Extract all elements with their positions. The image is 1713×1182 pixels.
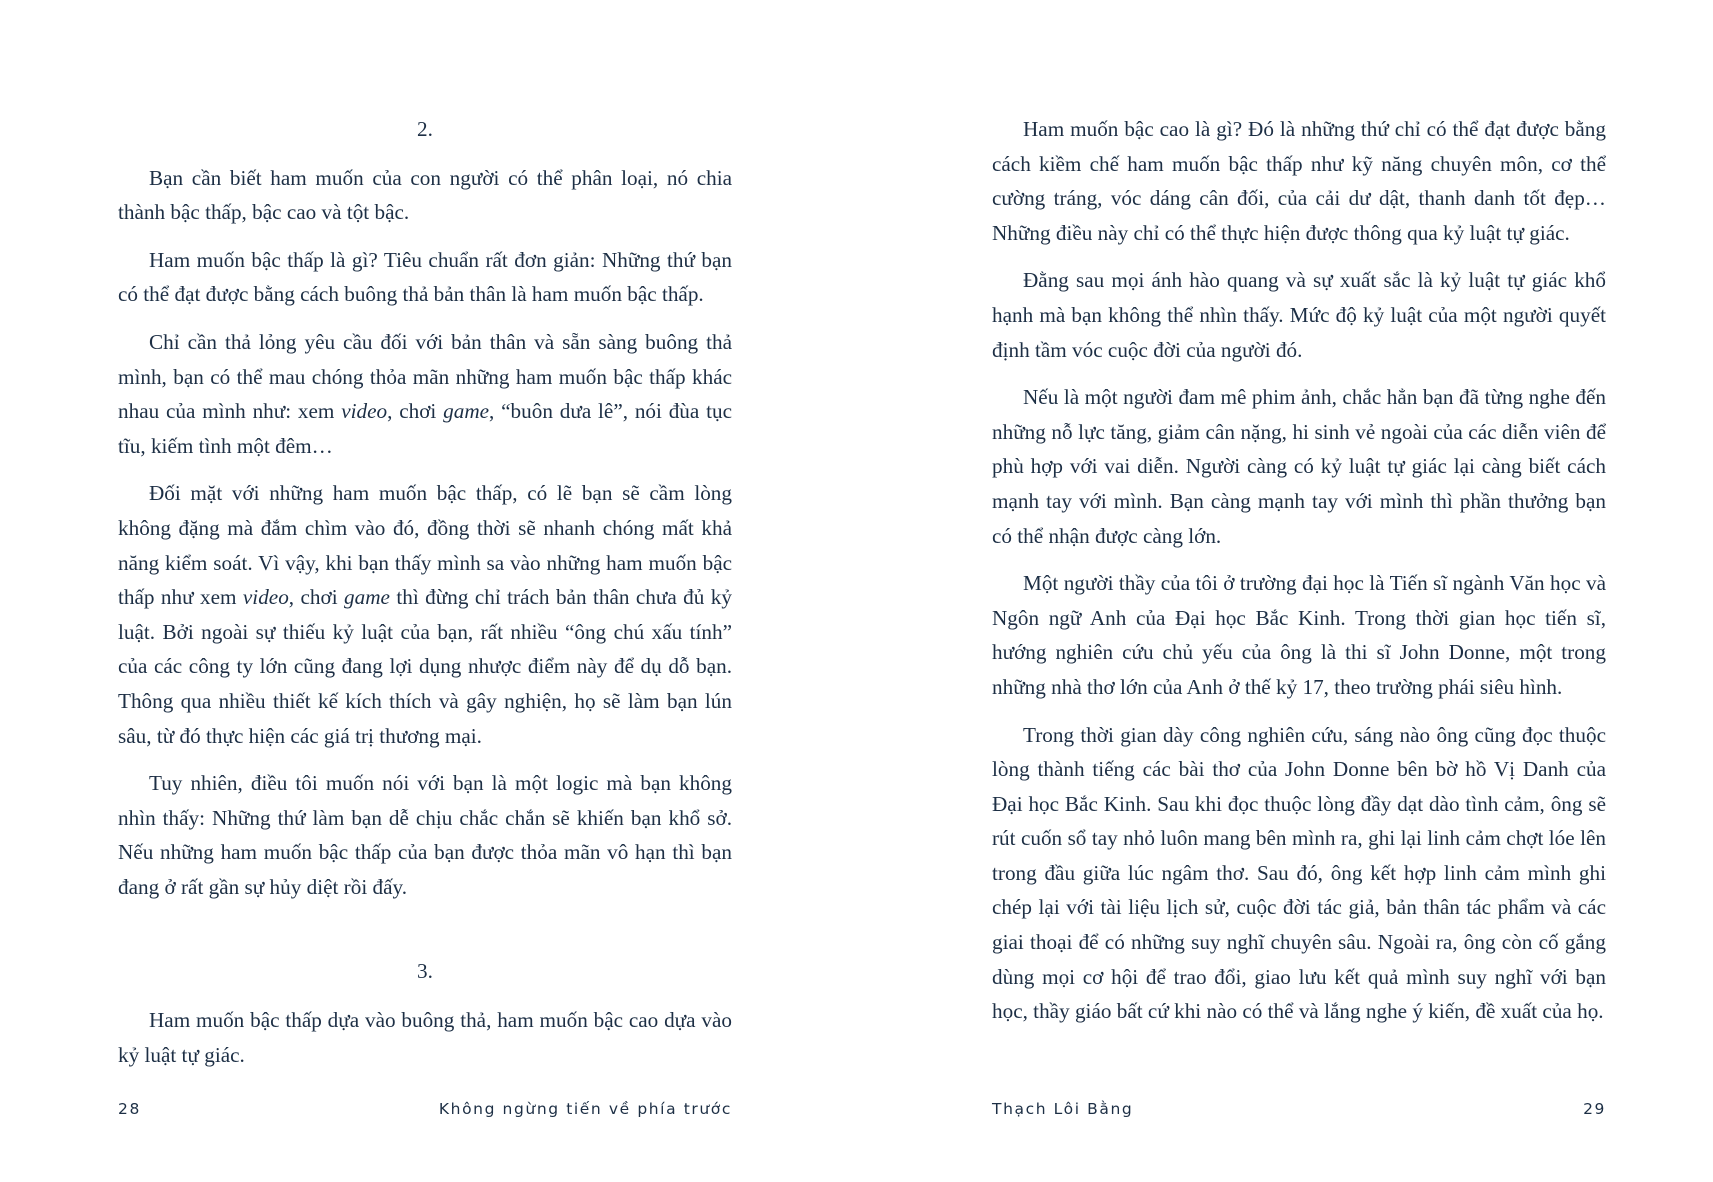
- page-number: 29: [1583, 1100, 1606, 1118]
- section-number-3: 3.: [417, 959, 433, 984]
- paragraph: Bạn cần biết ham muốn của con người có thể phân loại, nó chia thành bậc thấp, bậc cao và tột bậc.: [118, 165, 732, 225]
- left-page-body: [118, 112, 732, 1085]
- paragraph: Ham muốn bậc cao là gì? Đó là những thứ chỉ có thể đạt được bằng cách kiềm chế ham muốn bậc thấp như kỹ năng chuyên môn, cơ thể cường tráng, vóc dáng cân đối, của cải dư dật, thanh danh tốt đẹp… Những điều này chỉ có thể thực hiện được thông qua kỷ luật tự giác.: [992, 117, 1606, 245]
- paragraph: Chỉ cần thả lỏng yêu cầu đối với bản thân và sẵn sàng buông thả mình, bạn có thể mau chóng thỏa mãn những ham muốn bậc thấp khác nhau của mình như: xem video, chơi game, “buôn dưa lê”, nói đùa tục tĩu, kiếm tình một đêm…: [118, 329, 732, 458]
- running-author: Thạch Lôi Bằng: [992, 1100, 1134, 1118]
- left-page: [118, 0, 732, 1182]
- paragraph: Đối mặt với những ham muốn bậc thấp, có lẽ bạn sẽ cầm lòng không đặng mà đắm chìm vào đó, đồng thời sẽ nhanh chóng mất khả năng kiểm soát. Vì vậy, khi bạn thấy mình sa vào những ham muốn bậc thấp như xem video, chơi game thì đừng chỉ trách bản thân chưa đủ kỷ luật. Bởi ngoài sự thiếu kỷ luật của bạn, rất nhiều “ông chú xấu tính” của các công ty lớn cũng đang lợi dụng nhược điểm này để dụ dỗ bạn. Thông qua nhiều thiết kế kích thích và gây nghiện, họ sẽ làm bạn lún sâu, từ đó thực hiện các giá trị thương mại.: [118, 481, 732, 748]
- paragraph: Trong thời gian dày công nghiên cứu, sáng nào ông cũng đọc thuộc lòng thành tiếng các bài thơ của John Donne bên bờ hồ Vị Danh của Đại học Bắc Kinh. Sau khi đọc thuộc lòng đầy dạt dào tình cảm, ông sẽ rút cuốn sổ tay nhỏ luôn mang bên mình ra, ghi lại linh cảm chợt lóe lên trong đầu giữa lúc ngâm thơ. Sau đó, ông kết hợp linh cảm mình ghi chép lại với tài liệu lịch sử, cuộc đời tác giả, bản thân tác phẩm và các giai thoại để có những suy nghĩ chuyên sâu. Ngoài ra, ông còn cố gắng dùng mọi cơ hội để trao đổi, giao lưu kết quả mình suy nghĩ với bạn học, thầy giáo bất cứ khi nào có thể và lắng nghe ý kiến, đề xuất của họ.: [992, 722, 1606, 1024]
- paragraph: Đằng sau mọi ánh hào quang và sự xuất sắc là kỷ luật tự giác khổ hạnh mà bạn không thể nhìn thấy. Mức độ kỷ luật của một người quyết định tầm vóc cuộc đời của người đó.: [992, 268, 1606, 362]
- paragraph: Tuy nhiên, điều tôi muốn nói với bạn là một logic mà bạn không nhìn thấy: Những thứ làm bạn dễ chịu chắc chắn sẽ khiến bạn khổ sở. Nếu những ham muốn bậc thấp của bạn được thỏa mãn vô hạn thì bạn đang ở rất gần sự hủy diệt rồi đấy.: [118, 771, 732, 899]
- paragraph: Nếu là một người đam mê phim ảnh, chắc hẳn bạn đã từng nghe đến những nỗ lực tăng, giảm cân nặng, hi sinh vẻ ngoài của các diễn viên để phù hợp với vai diễn. Người càng có kỷ luật tự giác lại càng biết cách mạnh tay với mình. Bạn càng mạnh tay với mình thì phần thưởng bạn có thể nhận được càng lớn.: [992, 385, 1606, 548]
- paragraph: Ham muốn bậc thấp dựa vào buông thả, ham muốn bậc cao dựa vào kỷ luật tự giác.: [118, 1008, 732, 1067]
- right-page: [992, 0, 1606, 1182]
- running-title: Không ngừng tiến về phía trước: [438, 1100, 732, 1118]
- left-page-footer: [118, 1100, 732, 1118]
- page-number: 28: [118, 1100, 141, 1118]
- section-number-2: 2.: [417, 117, 433, 141]
- paragraph: Một người thầy của tôi ở trường đại học là Tiến sĩ ngành Văn học và Ngôn ngữ Anh của Đại học Bắc Kinh. Trong thời gian học tiến sĩ, hướng nghiên cứu chủ yếu của ông là thi sĩ John Donne, một trong những nhà thơ lớn của Anh ở thế kỷ 17, theo trường phái siêu hình.: [992, 571, 1606, 699]
- right-page-body: [992, 112, 1606, 1042]
- right-page-footer: [992, 1100, 1606, 1118]
- paragraph: Ham muốn bậc thấp là gì? Tiêu chuẩn rất đơn giản: Những thứ bạn có thể đạt được bằng cách buông thả bản thân là ham muốn bậc thấp.: [118, 247, 732, 307]
